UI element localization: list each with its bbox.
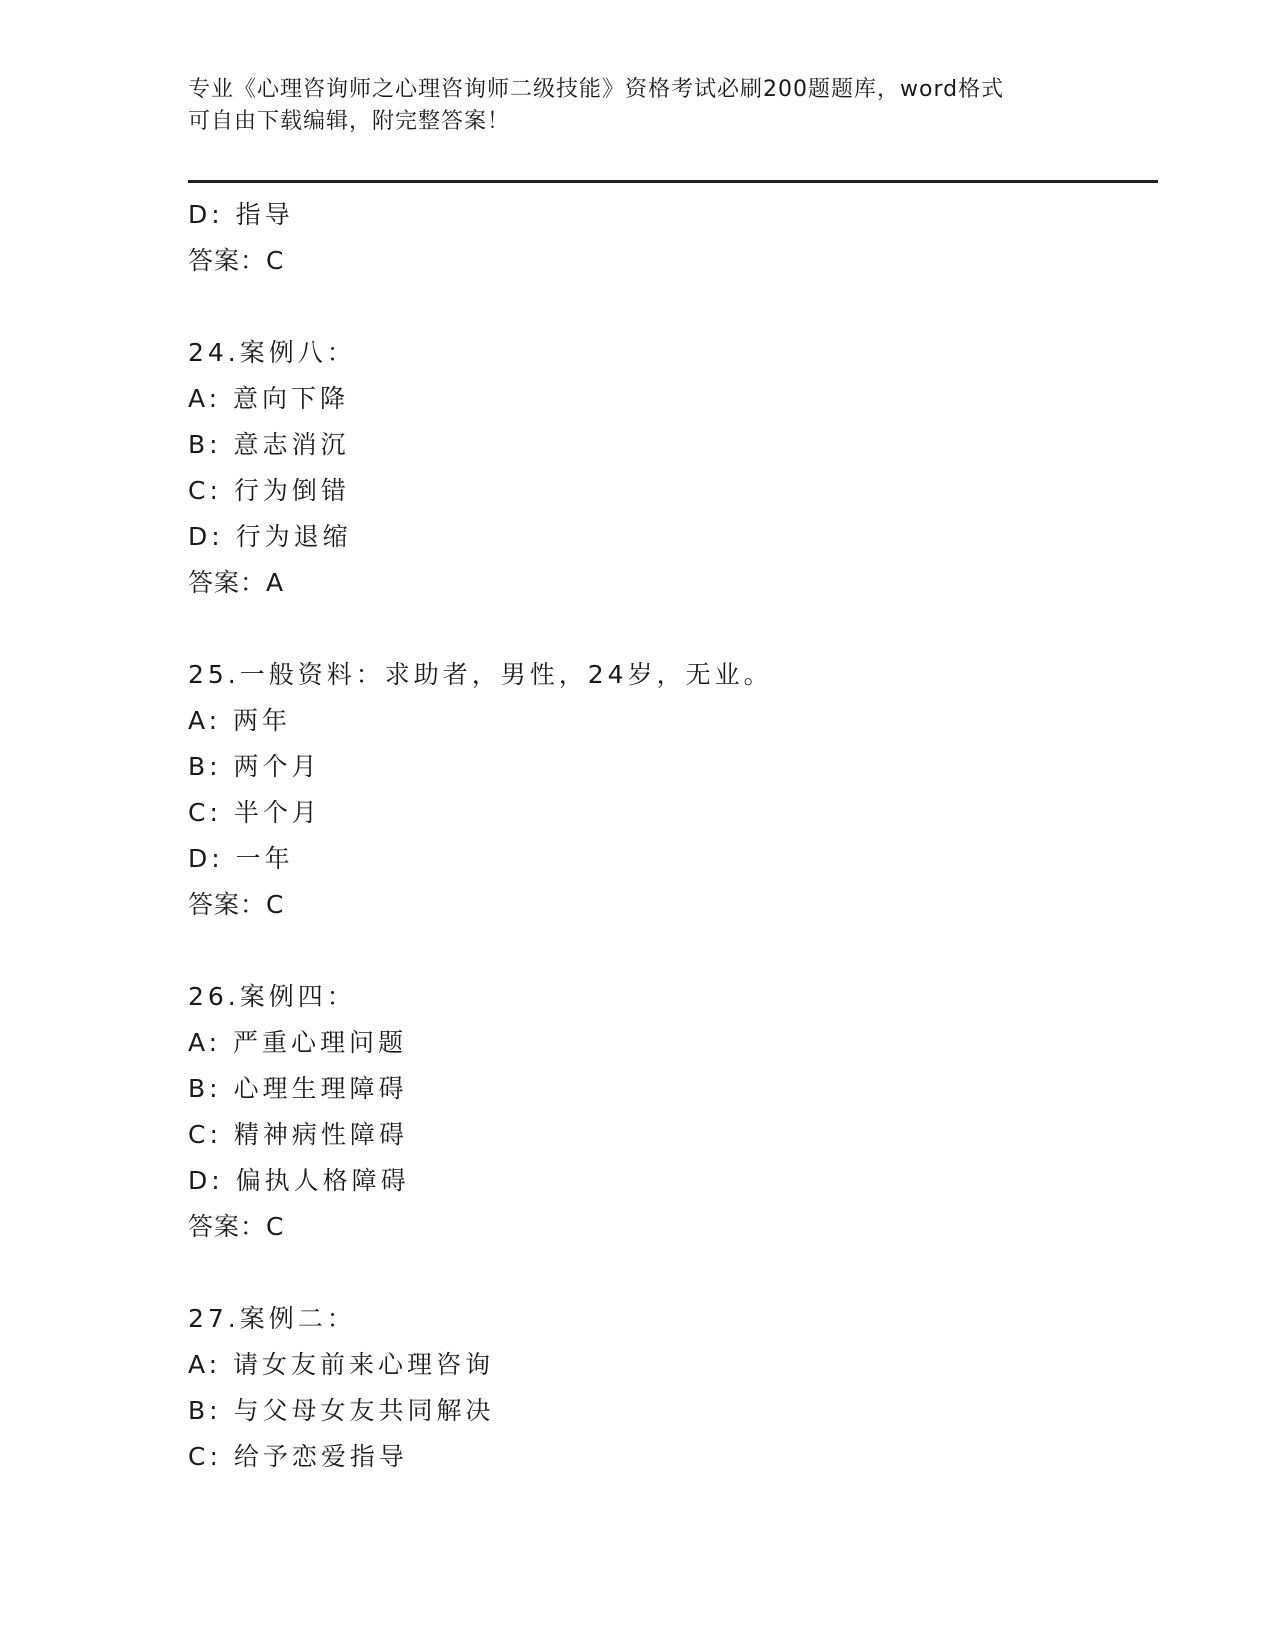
- spacer: [188, 606, 1148, 652]
- question-26: [188, 974, 1148, 1250]
- option-d: D: 一年: [188, 844, 294, 873]
- answer-label: 答案：: [188, 246, 267, 275]
- question-stem: 26.案例四：: [188, 982, 356, 1011]
- option-c: C: 半个月: [188, 798, 321, 827]
- option-d: D: 指导: [188, 200, 294, 229]
- header-line-2: 可自由下载编辑，附完整答案！: [188, 109, 511, 134]
- answer-value: A: [266, 568, 285, 597]
- answer-value: C: [266, 246, 285, 275]
- option-b: B: 与父母女友共同解决: [188, 1396, 495, 1425]
- option-d: D: 偏执人格障碍: [188, 1166, 410, 1195]
- option-b: B: 心理生理障碍: [188, 1074, 408, 1103]
- option-a: A: 请女友前来心理咨询: [188, 1350, 495, 1379]
- option-d: D: 行为退缩: [188, 522, 352, 551]
- answer-line: [188, 1204, 1148, 1250]
- option-c: C: 精神病性障碍: [188, 1120, 408, 1149]
- document-header: [188, 74, 1088, 138]
- question-stem: 27.案例二：: [188, 1304, 356, 1333]
- option-b: B: 两个月: [188, 752, 321, 781]
- question-25: [188, 652, 1148, 928]
- header-line-1: 专业《心理咨询师之心理咨询师二级技能》资格考试必刷200题题库，word格式: [188, 77, 1005, 102]
- answer-label: 答案：: [188, 890, 267, 919]
- option-c: C: 行为倒错: [188, 476, 350, 505]
- spacer: [188, 928, 1148, 974]
- option-a: A: 两年: [188, 706, 292, 735]
- question-24: [188, 330, 1148, 606]
- header-divider: [188, 180, 1158, 183]
- spacer: [188, 284, 1148, 330]
- option-a: A: 严重心理问题: [188, 1028, 408, 1057]
- answer-line: [188, 238, 1148, 284]
- answer-line: [188, 882, 1148, 928]
- question-list: [188, 192, 1148, 1480]
- answer-value: C: [266, 1212, 285, 1241]
- answer-line: [188, 560, 1148, 606]
- answer-value: C: [266, 890, 285, 919]
- option-a: A: 意向下降: [188, 384, 350, 413]
- option-b: B: 意志消沉: [188, 430, 350, 459]
- question-23-tail: [188, 192, 1148, 284]
- question-27: [188, 1296, 1148, 1480]
- answer-label: 答案：: [188, 568, 267, 597]
- question-stem: 24.案例八：: [188, 338, 356, 367]
- question-stem: 25.一般资料：求助者，男性，24岁，无业。: [188, 660, 773, 689]
- spacer: [188, 1250, 1148, 1296]
- option-c: C: 给予恋爱指导: [188, 1442, 408, 1471]
- answer-label: 答案：: [188, 1212, 267, 1241]
